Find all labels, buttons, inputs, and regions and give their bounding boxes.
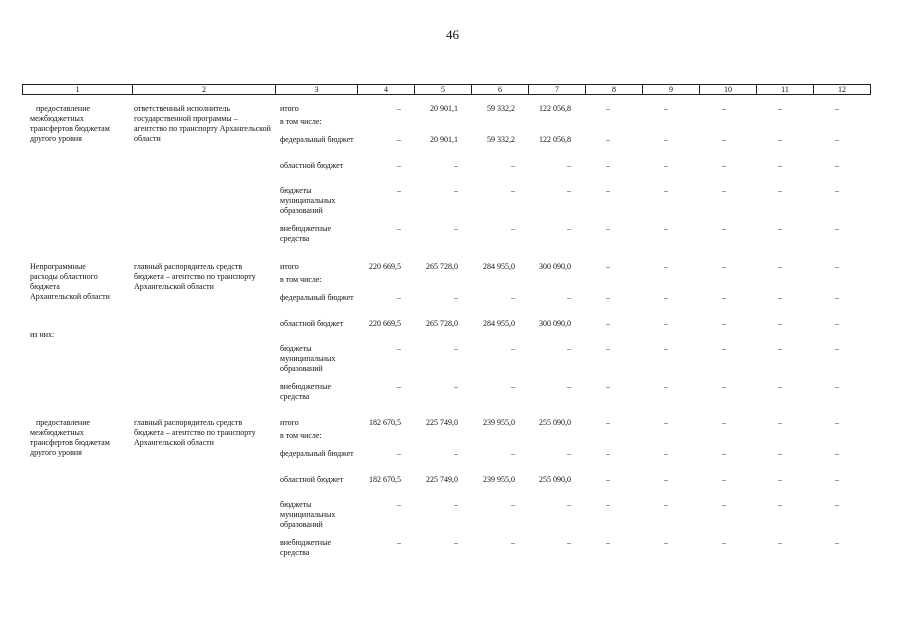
value-cell: – — [606, 104, 610, 113]
header-col-10: 10 — [700, 85, 757, 95]
funding-source-label: итого — [280, 418, 299, 427]
value-cell: – — [722, 475, 726, 484]
value-cell: – — [778, 344, 782, 353]
value-cell: – — [835, 538, 839, 547]
value-cell: 225 749,0 — [426, 475, 458, 484]
value-cell: – — [778, 475, 782, 484]
funding-source-label: итого — [280, 104, 299, 113]
value-cell: – — [567, 449, 571, 458]
value-cell: – — [778, 186, 782, 195]
value-cell: – — [835, 382, 839, 391]
header-col-11: 11 — [757, 85, 814, 95]
value-cell: – — [835, 319, 839, 328]
value-cell: 255 090,0 — [539, 475, 571, 484]
value-cell: 182 670,5 — [369, 418, 401, 427]
program-item-name: предоставление межбюджетных трансфертов бюджетам другого уровня — [30, 418, 110, 457]
column-header-table — [22, 84, 871, 95]
value-cell: 300 090,0 — [539, 319, 571, 328]
value-cell: – — [664, 104, 668, 113]
value-cell: – — [567, 500, 571, 509]
value-cell: – — [606, 382, 610, 391]
value-cell: – — [835, 224, 839, 233]
value-cell: – — [835, 161, 839, 170]
value-cell: – — [397, 500, 401, 509]
value-cell: – — [778, 161, 782, 170]
value-cell: 59 332,2 — [487, 135, 515, 144]
value-cell: – — [835, 344, 839, 353]
value-cell: – — [835, 449, 839, 458]
value-cell: – — [511, 161, 515, 170]
funding-source-label: федеральный бюджет — [280, 135, 354, 144]
value-cell: 122 056,8 — [539, 104, 571, 113]
value-cell: – — [454, 224, 458, 233]
value-cell: – — [664, 344, 668, 353]
funding-source-label: федеральный бюджет — [280, 449, 354, 458]
value-cell: 220 669,5 — [369, 319, 401, 328]
funding-source-label: внебюджетные средства — [280, 382, 331, 401]
value-cell: – — [722, 382, 726, 391]
value-cell: – — [511, 500, 515, 509]
value-cell: – — [454, 382, 458, 391]
value-cell: – — [511, 449, 515, 458]
value-cell: 220 669,5 — [369, 262, 401, 271]
note-label: из них: — [30, 330, 55, 339]
value-cell: – — [397, 382, 401, 391]
value-cell: – — [567, 293, 571, 302]
value-cell: – — [835, 135, 839, 144]
value-cell: – — [722, 161, 726, 170]
value-cell: 300 090,0 — [539, 262, 571, 271]
responsible-executor: ответственный исполнитель государственной программы – агентство по транспорту Архангельской области — [134, 104, 271, 143]
value-cell: 20 901,1 — [430, 104, 458, 113]
value-cell: – — [778, 224, 782, 233]
value-cell: – — [722, 186, 726, 195]
funding-source-label: областной бюджет — [280, 319, 344, 328]
value-cell: – — [606, 418, 610, 427]
value-cell: – — [722, 449, 726, 458]
value-cell: – — [664, 319, 668, 328]
value-cell: – — [397, 293, 401, 302]
value-cell: – — [722, 344, 726, 353]
value-cell: – — [454, 186, 458, 195]
value-cell: 265 728,0 — [426, 262, 458, 271]
value-cell: – — [567, 224, 571, 233]
value-cell: – — [664, 135, 668, 144]
value-cell: – — [511, 186, 515, 195]
funding-source-label: областной бюджет — [280, 161, 344, 170]
value-cell: 122 056,8 — [539, 135, 571, 144]
value-cell: – — [778, 135, 782, 144]
value-cell: 265 728,0 — [426, 319, 458, 328]
value-cell: – — [778, 319, 782, 328]
value-cell: – — [397, 344, 401, 353]
value-cell: – — [664, 418, 668, 427]
value-cell: – — [397, 104, 401, 113]
funding-source-label: в том числе: — [280, 431, 322, 440]
value-cell: – — [454, 161, 458, 170]
value-cell: – — [778, 104, 782, 113]
value-cell: – — [778, 262, 782, 271]
responsible-executor: главный распорядитель средств бюджета – агентство по транспорту Архангельской области — [134, 418, 256, 447]
header-col-7: 7 — [529, 85, 586, 95]
value-cell: – — [606, 186, 610, 195]
value-cell: – — [606, 449, 610, 458]
value-cell: – — [567, 538, 571, 547]
value-cell: – — [567, 161, 571, 170]
value-cell: – — [397, 161, 401, 170]
header-col-9: 9 — [643, 85, 700, 95]
value-cell: – — [664, 449, 668, 458]
value-cell: – — [606, 475, 610, 484]
value-cell: 239 955,0 — [483, 418, 515, 427]
value-cell: 182 670,5 — [369, 475, 401, 484]
value-cell: 239 955,0 — [483, 475, 515, 484]
responsible-executor: главный распорядитель средств бюджета – агентство по транспорту Архангельской области — [134, 262, 256, 291]
funding-source-label: областной бюджет — [280, 475, 344, 484]
value-cell: – — [567, 382, 571, 391]
value-cell: – — [835, 186, 839, 195]
value-cell: – — [397, 186, 401, 195]
header-col-12: 12 — [814, 85, 871, 95]
header-col-8: 8 — [586, 85, 643, 95]
value-cell: – — [606, 161, 610, 170]
funding-source-label: бюджеты муниципальных образований — [280, 500, 336, 529]
value-cell: – — [835, 293, 839, 302]
program-item-name: Непрограммные расходы областного бюджета Архангельской области — [30, 262, 110, 301]
value-cell: – — [664, 293, 668, 302]
value-cell: – — [778, 449, 782, 458]
funding-source-label: внебюджетные средства — [280, 538, 331, 557]
value-cell: – — [664, 538, 668, 547]
page-number: 46 — [446, 27, 459, 42]
value-cell: – — [567, 186, 571, 195]
value-cell: – — [606, 135, 610, 144]
value-cell: – — [722, 262, 726, 271]
value-cell: – — [511, 538, 515, 547]
value-cell: – — [722, 224, 726, 233]
value-cell: – — [778, 418, 782, 427]
value-cell: – — [664, 186, 668, 195]
value-cell: – — [454, 500, 458, 509]
value-cell: 225 749,0 — [426, 418, 458, 427]
value-cell: – — [722, 293, 726, 302]
value-cell: – — [511, 293, 515, 302]
value-cell: – — [606, 319, 610, 328]
value-cell: – — [606, 344, 610, 353]
value-cell: – — [606, 500, 610, 509]
value-cell: – — [454, 449, 458, 458]
value-cell: – — [397, 224, 401, 233]
value-cell: – — [606, 262, 610, 271]
value-cell: – — [664, 500, 668, 509]
header-col-4: 4 — [358, 85, 415, 95]
value-cell: – — [606, 293, 610, 302]
header-col-2: 2 — [133, 85, 276, 95]
value-cell: – — [664, 382, 668, 391]
value-cell: – — [511, 382, 515, 391]
funding-source-label: итого — [280, 262, 299, 271]
value-cell: – — [397, 538, 401, 547]
value-cell: – — [835, 475, 839, 484]
value-cell: – — [778, 382, 782, 391]
value-cell: – — [722, 538, 726, 547]
value-cell: – — [454, 344, 458, 353]
value-cell: – — [664, 475, 668, 484]
value-cell: – — [454, 293, 458, 302]
value-cell: – — [664, 224, 668, 233]
value-cell: – — [454, 538, 458, 547]
value-cell: 255 090,0 — [539, 418, 571, 427]
value-cell: – — [835, 104, 839, 113]
value-cell: 284 955,0 — [483, 319, 515, 328]
funding-source-label: бюджеты муниципальных образований — [280, 186, 336, 215]
funding-source-label: внебюджетные средства — [280, 224, 331, 243]
value-cell: – — [511, 224, 515, 233]
value-cell: – — [778, 538, 782, 547]
value-cell: – — [778, 500, 782, 509]
value-cell: – — [567, 344, 571, 353]
value-cell: – — [722, 500, 726, 509]
value-cell: – — [722, 104, 726, 113]
value-cell: – — [397, 135, 401, 144]
funding-source-label: бюджеты муниципальных образований — [280, 344, 336, 373]
value-cell: – — [835, 418, 839, 427]
value-cell: – — [664, 262, 668, 271]
funding-source-label: федеральный бюджет — [280, 293, 354, 302]
value-cell: 284 955,0 — [483, 262, 515, 271]
value-cell: – — [511, 344, 515, 353]
funding-source-label: в том числе: — [280, 275, 322, 284]
header-col-1: 1 — [23, 85, 133, 95]
value-cell: – — [722, 418, 726, 427]
value-cell: – — [664, 161, 668, 170]
value-cell: – — [835, 500, 839, 509]
value-cell: – — [722, 319, 726, 328]
value-cell: – — [606, 538, 610, 547]
header-col-5: 5 — [415, 85, 472, 95]
value-cell: – — [722, 135, 726, 144]
value-cell: – — [835, 262, 839, 271]
value-cell: 20 901,1 — [430, 135, 458, 144]
value-cell: 59 332,2 — [487, 104, 515, 113]
value-cell: – — [778, 293, 782, 302]
program-item-name: предоставление межбюджетных трансфертов бюджетам другого уровня — [30, 104, 110, 143]
header-col-3: 3 — [276, 85, 358, 95]
header-col-6: 6 — [472, 85, 529, 95]
value-cell: – — [397, 449, 401, 458]
funding-source-label: в том числе: — [280, 117, 322, 126]
value-cell: – — [606, 224, 610, 233]
